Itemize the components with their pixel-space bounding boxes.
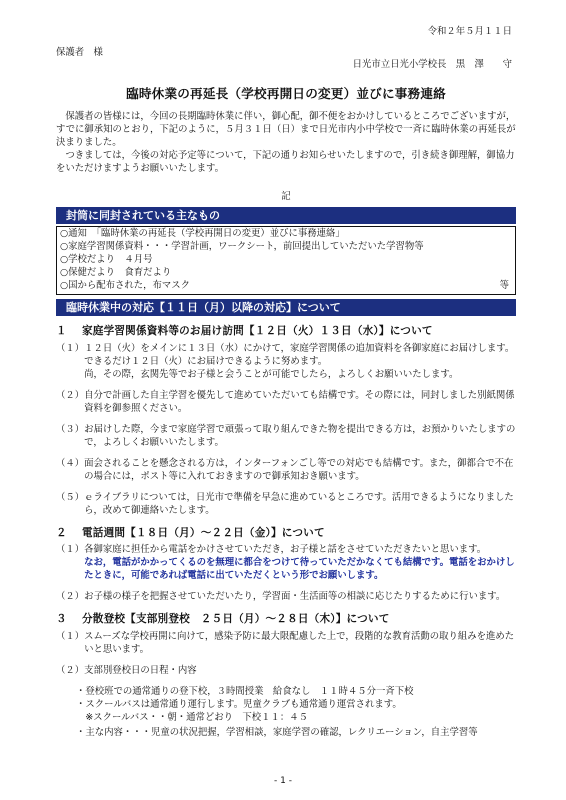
schedule-line: ・登校班での通常通りの登下校，３時間授業 給食なし １１時４５分一斉下校 xyxy=(76,685,414,697)
section2-item-2: （２） お子様の様子を把握させていただいたり，学習面・生活面等の相談に応じたりするために行います。 xyxy=(56,591,506,603)
schedule-line: ・スクールバスは通常通り運行します。児童クラブも通常通り運営されます。 xyxy=(76,698,402,710)
section2-item-1: （１） 各御家庭に担任から電話をかけさせていただき，お子様と話をさせていただきたいと思います。 なお，電話がかかってくるのを無理に都合をつけて待っていただかなくても結構です。電話をおかけしたときに，可能であれば電話に出ていただくという形でお願いします。 xyxy=(56,544,515,582)
ki-heading: 記 xyxy=(281,191,291,203)
section1-item-2: （２） 自分で計画した自主学習を優先して進めていただいても結構です。その際には，同封しました別紙関係資料を御参照ください。 xyxy=(56,389,515,414)
section3-item-1: （１） スムーズな学校再開に向けて，感染予防に最大限配慮した上で，段階的な教育活動の取り組みを進めたいと思います。 xyxy=(56,630,515,655)
enclosed-etc: 等 xyxy=(499,280,509,292)
enclosed-item: ○家庭学習関係資料・・・学習計画，ワークシート，前回提出していただいた学習物等 xyxy=(60,241,424,253)
intro-paragraph: 保護者の皆様には，今回の長期臨時休業に伴い，御心配，御不便をおかけしているところでございますが，すでに御承知のとおり，下記のように，５月３１日（日）まで日光市内小中学校で一斉に臨時休業の再延長が決まりました。 xyxy=(56,111,516,149)
schedule-line: ※スクールバス・・朝・通常どおり 下校１１：４５ xyxy=(76,711,309,723)
section3-heading: ３ 分散登校【支部別登校 ２５日（月）～２８日（木）】について xyxy=(56,613,390,626)
enclosed-item: ○国から配布された，布マスク xyxy=(60,280,191,292)
enclosed-item: ○学校だより ４月号 xyxy=(60,254,153,266)
section2-heading: ２ 電話週間【１８日（月）～２２日（金）】について xyxy=(56,526,325,539)
recipient: 保護者 様 xyxy=(56,46,103,58)
section1-item-3: （３） お届けした際，今まで家庭学習で頑張って取り組んできた物を提出できる方は，お預かりいたしますので，よろしくお願いいたします。 xyxy=(56,423,516,448)
page-number: - 1 - xyxy=(274,775,292,786)
enclosed-item-row xyxy=(60,280,511,293)
section1-item-5: （５） ｅライブラリについては，日光市で準備を早急に進めているところです。活用できるようになりましたら，改めて御連絡いたします。 xyxy=(56,491,514,516)
sender: 日光市立日光小学校長 黒 澤 守 xyxy=(352,58,512,70)
section1-item-4: （４） 面会されることを懸念される方は，インターフォンごし等での対応でも結構です。また，御都合で不在の場合には，ポスト等に入れておきますので御承知おき願います。 xyxy=(56,457,514,482)
enclosed-items-box xyxy=(56,226,516,295)
schedule-list xyxy=(76,686,516,725)
response-heading-band xyxy=(56,299,516,316)
section3-item-2: （２） 支部別登校日の日程・内容 xyxy=(56,664,197,676)
section1-item-1: （１） １２日（火）をメインに１３日（水）にかけて，家庭学習関係の追加資料を各御家庭にお届けします。できるだけ１２日（火）にお届けできるように努めます。 尚，その際，玄関先等でお子様と会うことが可能でしたら，よろしくお願いいたします。 xyxy=(56,342,515,380)
enclosed-item: ○通知 「臨時休業の再延長（学校再開日の変更）並びに事務連絡」 xyxy=(60,228,345,240)
contents-line: ・主な内容・・・児童の状況把握，学習相談，家庭学習の確認，レクリエーション，自主学習等 xyxy=(76,727,478,739)
enclosed-item: ○保健だより 食育だより xyxy=(60,267,172,279)
document-date: 令和２年５月１１日 xyxy=(427,26,512,37)
response-heading: 臨時休業中の対応【１１日（月）以降の対応】について xyxy=(66,301,341,315)
address-block xyxy=(56,47,516,72)
document-title: 臨時休業の再延長（学校再開日の変更）並びに事務連絡 xyxy=(126,85,446,101)
enclosed-heading: 封筒に同封されている主なもの xyxy=(66,209,220,223)
section1-heading: １ 家庭学習関係資料等のお届け訪問【１２日（火）１３日（水）】について xyxy=(56,325,433,338)
phone-note-highlight: なお，電話がかかってくるのを無理に都合をつけて待っていただかなくても結構です。電話をおかけしたときに，可能であれば電話に出ていただくという形でお願いします。 xyxy=(84,557,515,582)
intro-section xyxy=(56,111,516,176)
intro-paragraph: つきましては，今後の対応予定等について，下記の通りお知らせいたしますので，引き続き御理解，御協力をいただけますようお願いいたします。 xyxy=(56,150,515,175)
enclosed-heading-band xyxy=(56,207,516,224)
